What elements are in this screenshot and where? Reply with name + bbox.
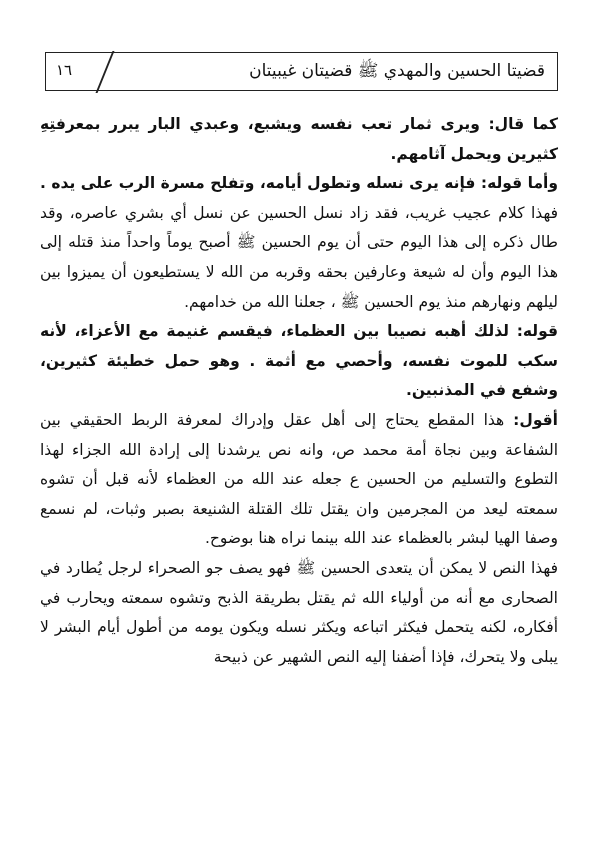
paragraph-commentary-1-text: فهذا كلام عجيب غريب، فقد زاد نسل الحسين عن نسل أي بشري عاصره، وقد طال ذكره إلى هذا اليوم حتى أن يوم الحسين ﷺ أصبح يوماً واحداً منذ قتله إلى هذا اليوم وأن له شيعة وعارفين بحقه وقربه من الله لا يستطيعون أن يميزوا بين ليلهم ونهارهم منذ يوم الحسين ﷺ ، جعلنا الله من خدامهم. bbox=[40, 203, 558, 311]
paragraph-commentary-3: فهذا النص لا يمكن أن يتعدى الحسين ﷺ فهو يصف جو الصحراء لرجل يُطارد في الصحارى مع أنه من أولياء الله ثم يقتل بطريقة الذبح وتشوه سمعته ويحارب في أفكاره، لكنه يتحمل فيكثر اتباعه ويكثر نسله ويكون يومه من أطول أيام البشر لا يبلى ولا يتحرك، فإذا أضفنا إليه النص الشهير عن ذبيحة bbox=[40, 558, 558, 666]
paragraph-quote-1: كما قال: ويرى ثمار تعب نفسه ويشبع، وعبدي البار يبرر بمعرفتِهِ كثيرين ويحمل آثامهم. bbox=[40, 115, 558, 163]
paragraph-commentary-1 bbox=[40, 169, 558, 317]
page-number: ١٦ bbox=[56, 61, 73, 79]
paragraph-commentary-2-text: هذا المقطع يحتاج إلى أهل عقل وإدراك لمعرفة الربط الحقيقي بين الشفاعة وبين نجاة أمة محمد ص، وانه نص يرشدنا إلى إرادة الله الجزاء لهذا التطوع والتسليم من الحسين ع جعله عند الله من العظماء لأنه قبل أن تشوه سمعته ليعد من المجرمين وان يقتل تلك القتلة الشنيعة بصبر وثبات، لم نسمع وصفا الهيا لبشر بالعظماء عند الله بينما نراه هنا بوضوح. bbox=[40, 410, 558, 548]
running-header bbox=[45, 52, 558, 91]
header-slanted-divider bbox=[96, 51, 115, 93]
paragraph-commentary-2-lead: أقول: bbox=[513, 410, 558, 429]
paragraph-commentary-2 bbox=[40, 406, 558, 554]
running-header-title: قضيتا الحسين والمهدي ﷺ قضيتان غيبيتان bbox=[249, 61, 545, 81]
paragraph-quote-2: قوله: لذلك أهبه نصيبا بين العظماء، فيقسم غنيمة مع الأعزاء، لأنه سكب للموت نفسه، وأحصي مع أثمة . وهو حمل خطيئة كثيرين، وشفع في المذنبين. bbox=[40, 322, 558, 400]
paragraph-commentary-1-heading: وأما قوله: فإنه يرى نسله وتطول أيامه، وتفلح مسرة الرب على يده . bbox=[40, 174, 558, 193]
page-body bbox=[40, 110, 558, 672]
